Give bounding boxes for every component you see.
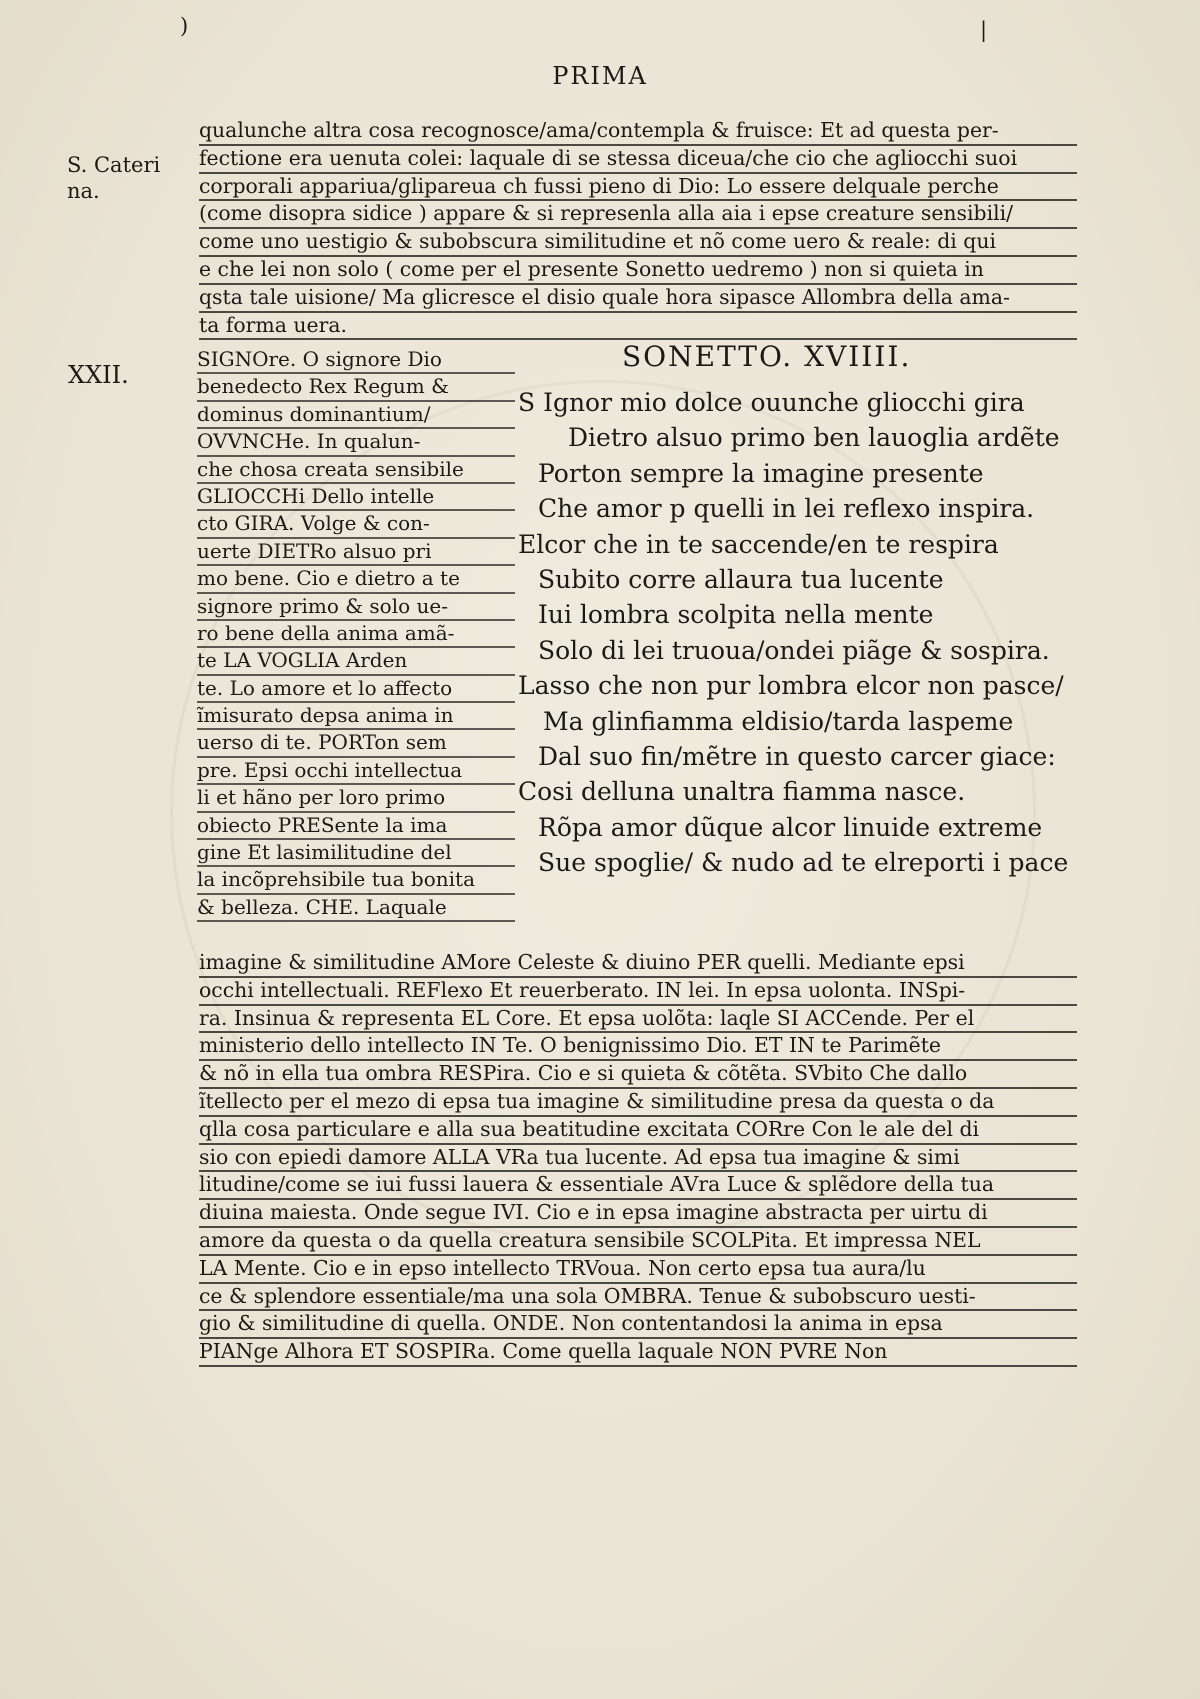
prose-line: imagine & similitudine AMore Celeste & diuino PER quelli. Mediante epsi: [199, 950, 1077, 978]
prose-line: ministerio dello intellecto IN Te. O benignissimo Dio. ET IN te Parimẽte: [199, 1033, 1077, 1061]
sonnet-line: Elcor che in te saccende/en te respira: [518, 529, 999, 559]
prose-line: occhi intellectuali. REFlexo Et reuerberato. IN lei. In epsa uolonta. INSpi-: [199, 978, 1077, 1006]
prose-line: PIANge Alhora ET SOSPIRa. Come quella laquale NON PVRE Non: [199, 1339, 1077, 1367]
prose-line: corporali appariua/glipareua ch fussi pieno di Dio: Lo essere delquale perche: [199, 174, 1077, 202]
ink-mark: |: [980, 18, 988, 42]
sonnet-line: Porton sempre la imagine presente: [538, 458, 984, 488]
sonnet-line: Subito corre allaura tua lucente: [538, 564, 944, 594]
prose-line: qsta tale uisione/ Ma glicresce el disio quale hora sipasce Allombra della ama-: [199, 285, 1077, 313]
prose-line: litudine/come se iui fussi lauera & essentiale AVra Luce & splẽdore della tua: [199, 1172, 1077, 1200]
sonnet-line: Dietro alsuo primo ben lauoglia ardẽte: [568, 423, 1060, 453]
prose-line: diuina maiesta. Onde segue IVI. Cio e in epsa imagine abstracta per uirtu di: [199, 1200, 1077, 1228]
sonnet-line: Dal suo fin/mẽtre in questo carcer giace:: [538, 741, 1056, 771]
sonnet-line: Solo di lei truoua/ondei piãge & sospira.: [538, 635, 1050, 665]
margin-number: XXII.: [68, 361, 129, 389]
prose-line: (come disopra sidice ) appare & si represenla alla aia i epse creature sensibili/: [199, 201, 1077, 229]
commentary-line: signore primo & solo ue-: [197, 594, 515, 621]
prose-line: ra. Insinua & representa EL Core. Et epsa uolõta: laqle SI ACCende. Per el: [199, 1006, 1077, 1034]
commentary-line: ĩmisurato depsa anima in: [197, 703, 515, 730]
commentary-line: la incõprehsibile tua bonita: [197, 867, 515, 894]
sonnet-line: Rõpa amor dũque alcor linuide extreme: [538, 812, 1043, 842]
margin-note-saint: [67, 152, 160, 204]
commentary-line: pre. Epsi occhi intellectua: [197, 758, 515, 785]
sonnet-verses: [518, 385, 1078, 880]
commentary-line: ro bene della anima amã-: [197, 621, 515, 648]
prose-line: gio & similitudine di quella. ONDE. Non contentandosi la anima in epsa: [199, 1311, 1077, 1339]
prose-line: qualunche altra cosa recognosce/ama/contempla & fruisce: Et ad questa per-: [199, 118, 1077, 146]
prose-line: fectione era uenuta colei: laquale di se stessa diceua/che cio che agliocchi suoi: [199, 146, 1077, 174]
commentary-line: te LA VOGLIA Arden: [197, 648, 515, 675]
prose-line: qlla cosa particulare e alla sua beatitudine excitata CORre Con le ale del di: [199, 1117, 1077, 1145]
sonnet-line: Cosi delluna unaltra fiamma nasce.: [518, 777, 966, 807]
prose-line: come uno uestigio & subobscura similitudine et nõ come uero & reale: di qui: [199, 229, 1077, 257]
sonnet-line: Sue spoglie/ & nudo ad te elreporti i pace: [538, 848, 1069, 878]
commentary-line: li et hãno per loro primo: [197, 785, 515, 812]
prose-line: ce & splendore essentiale/ma una sola OMBRA. Tenue & subobscuro uesti-: [199, 1284, 1077, 1312]
commentary-line: benedecto Rex Regum &: [197, 374, 515, 401]
commentary-line: uerso di te. PORTon sem: [197, 730, 515, 757]
sonnet-line: Iui lombra scolpita nella mente: [538, 600, 934, 630]
commentary-line: dominus dominantium/: [197, 402, 515, 429]
prose-line: LA Mente. Cio e in epso intellecto TRVoua. Non certo epsa tua aura/lu: [199, 1256, 1077, 1284]
commentary-line: GLIOCCHi Dello intelle: [197, 484, 515, 511]
commentary-line: gine Et lasimilitudine del: [197, 840, 515, 867]
prose-line: ĩtellecto per el mezo di epsa tua imagine & similitudine presa da questa o da: [199, 1089, 1077, 1117]
ink-mark: ): [180, 14, 189, 38]
commentary-line: mo bene. Cio e dietro a te: [197, 566, 515, 593]
prose-line: e che lei non solo ( come per el presente Sonetto uedremo ) non si quieta in: [199, 257, 1077, 285]
commentary-line: OVVNCHe. In qualun-: [197, 429, 515, 456]
commentary-line: te. Lo amore et lo affecto: [197, 676, 515, 703]
margin-note-line: na.: [67, 179, 100, 203]
commentary-line: cto GIRA. Volge & con-: [197, 511, 515, 538]
prose-line: ta forma uera.: [199, 313, 1077, 341]
prose-top: [199, 118, 1077, 340]
sonnet-line: S Ignor mio dolce ouunche gliocchi gira: [518, 388, 1025, 417]
sonnet-line: Ma glinfiamma eldisio/tarda laspeme: [543, 706, 1014, 736]
commentary-line: SIGNOre. O signore Dio: [197, 347, 515, 374]
commentary-line: & belleza. CHE. Laquale: [197, 895, 515, 922]
sonnet-line: Lasso che non pur lombra elcor non pasce/: [518, 671, 1064, 701]
prose-line: amore da questa o da quella creatura sensibile SCOLPita. Et impressa NEL: [199, 1228, 1077, 1256]
sonnet-line: Che amor p quelli in lei reflexo inspira.: [538, 494, 1035, 524]
prose-line: sio con epiedi damore ALLA VRa tua lucente. Ad epsa tua imagine & simi: [199, 1145, 1077, 1173]
prose-line: & nõ in ella tua ombra RESPira. Cio e si quieta & cõtẽta. SVbito Che dallo: [199, 1061, 1077, 1089]
commentary-line: obiecto PRESente la ima: [197, 813, 515, 840]
sonnet-title: SONETTO. XVIIII.: [622, 340, 912, 373]
margin-note-line: S. Cateri: [67, 153, 161, 177]
commentary-column: [197, 347, 515, 922]
commentary-line: uerte DIETRo alsuo pri: [197, 539, 515, 566]
prose-bottom: [199, 950, 1077, 1367]
commentary-line: che chosa creata sensibile: [197, 457, 515, 484]
running-header: PRIMA: [552, 62, 648, 90]
